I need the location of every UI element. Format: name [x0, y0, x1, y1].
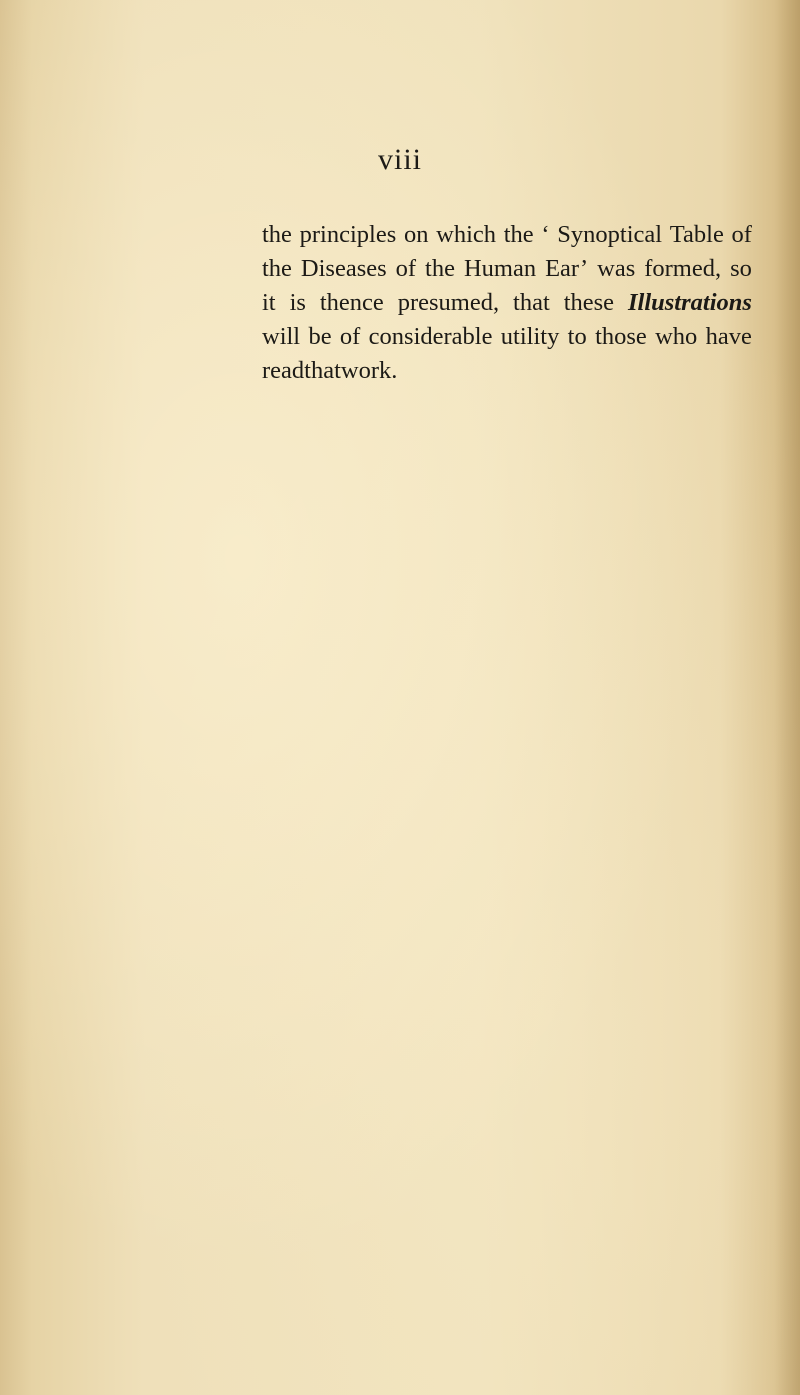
word: that [513, 289, 550, 316]
body-paragraph [262, 218, 752, 388]
word: utility [500, 323, 560, 350]
word: is [289, 289, 306, 316]
word: will [262, 323, 301, 350]
word: thence [319, 289, 384, 316]
word: Human [463, 255, 537, 282]
word: have [705, 323, 752, 350]
body-line [262, 218, 752, 252]
word: the [425, 255, 455, 282]
word: which [436, 221, 497, 248]
word: the [262, 255, 292, 282]
word: Synoptical [557, 221, 663, 248]
word: to [567, 323, 587, 350]
word: considerable [368, 323, 493, 350]
word: of [339, 323, 361, 350]
word: presumed, [397, 289, 500, 316]
word: ‘ [541, 221, 550, 248]
body-line [262, 252, 752, 286]
word: who [655, 323, 698, 350]
word: Ear’ [545, 255, 589, 282]
word: of [395, 255, 417, 282]
word: the [262, 221, 292, 248]
word: principles [299, 221, 397, 248]
word: Illustrations [628, 289, 752, 316]
body-line [262, 286, 752, 320]
word: it [262, 289, 276, 316]
word: that [304, 357, 341, 384]
page-edge-shadow [774, 0, 800, 1395]
word: those [595, 323, 647, 350]
word: of [731, 221, 752, 248]
word: read [262, 357, 305, 384]
body-line [262, 320, 752, 354]
page-number: viii [377, 143, 422, 176]
word: formed, [644, 255, 722, 282]
word: Diseases [300, 255, 387, 282]
body-line [262, 354, 752, 388]
word: be [308, 323, 332, 350]
word: was [597, 255, 636, 282]
word: Table [669, 221, 724, 248]
word: work. [340, 357, 398, 384]
word: on [403, 221, 429, 248]
word: so [730, 255, 752, 282]
word: these [563, 289, 615, 316]
word: the [503, 221, 534, 248]
